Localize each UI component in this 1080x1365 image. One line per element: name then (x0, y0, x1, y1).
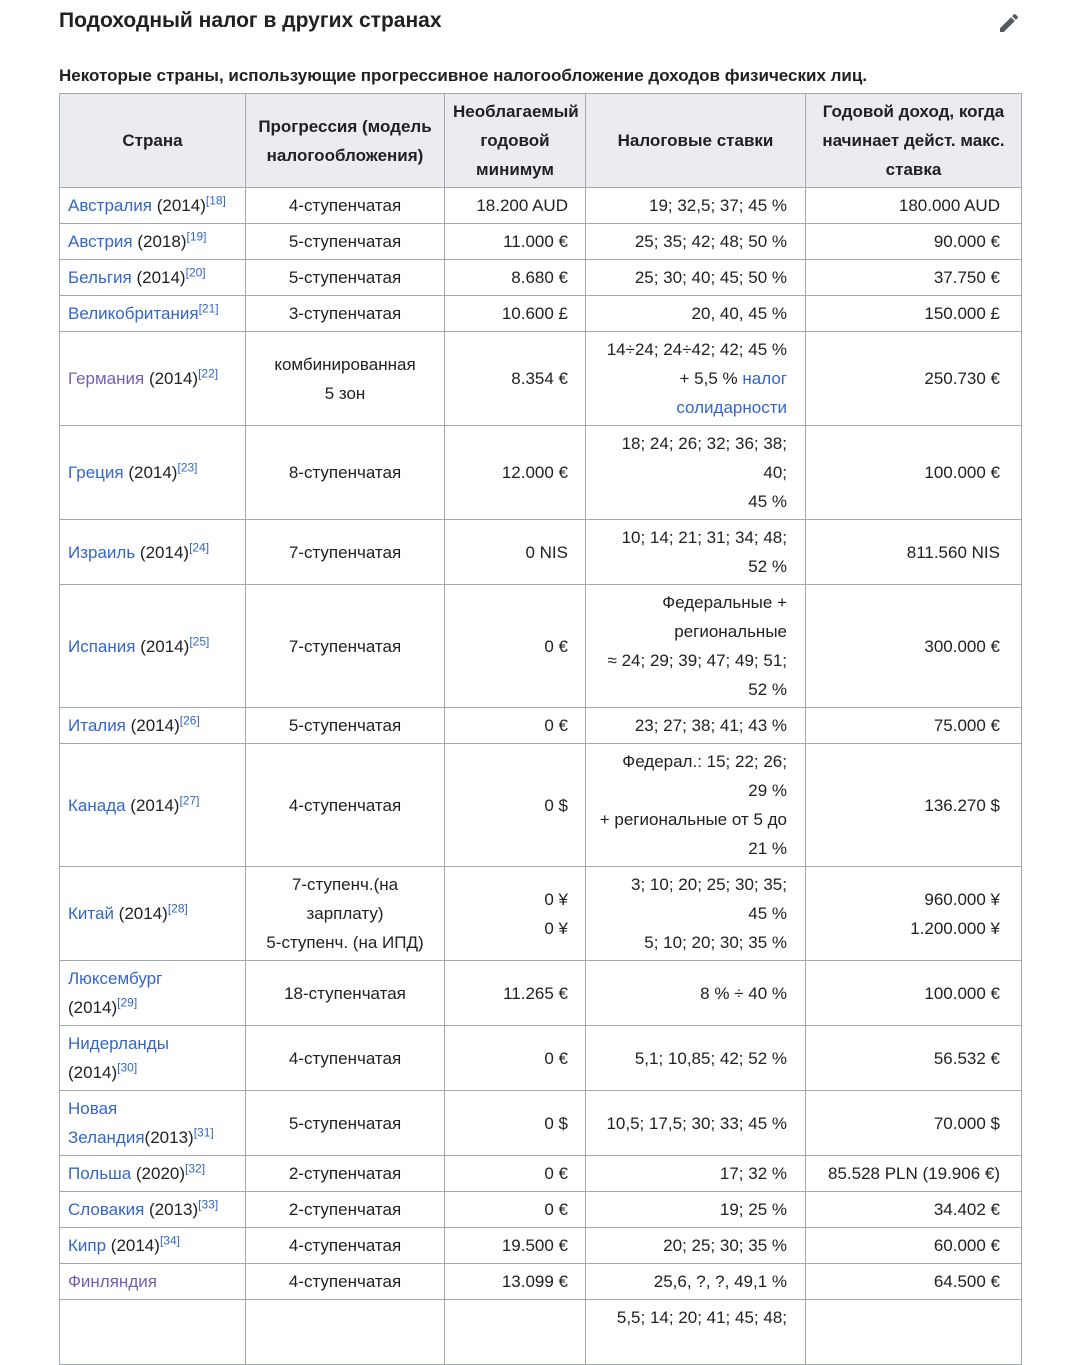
table-row (60, 1091, 1022, 1156)
cell-max-income-line: 136.270 $ (924, 795, 1000, 815)
cell-minimum-line: 0 ¥ (544, 889, 568, 909)
country-link[interactable]: Китай (68, 904, 114, 923)
cell-progression (246, 1156, 445, 1192)
country-year: (2018) (132, 232, 187, 251)
cell-rates-line: 10,5; 17,5; 30; 33; 45 % (606, 1113, 787, 1133)
cell-rates (586, 1156, 806, 1192)
cell-rates (586, 260, 806, 296)
cell-minimum (445, 1228, 586, 1264)
cell-rates-line: 19; 25 % (719, 1200, 787, 1219)
cell-minimum (445, 585, 586, 708)
cell-rates-line: 3; 10; 20; 25; 30; 35; (631, 875, 787, 894)
cell-progression (246, 867, 445, 961)
table-row (60, 744, 1022, 867)
cell-max-income (806, 961, 1022, 1026)
reference-link[interactable]: [21] (198, 301, 219, 316)
reference (179, 793, 199, 807)
country-year: (2020) (131, 1164, 186, 1183)
country-link[interactable]: Греция (68, 463, 124, 482)
cell-country (60, 1264, 246, 1300)
cell-country (60, 867, 246, 961)
cell-progression (246, 224, 445, 260)
cell-country (60, 224, 246, 260)
cell-rates (586, 744, 806, 867)
table-row (60, 867, 1022, 961)
header-country[interactable]: Страна (60, 94, 246, 188)
header-minimum[interactable]: Необлагаемый годовой минимум (445, 94, 586, 188)
table-row (60, 520, 1022, 585)
reference (180, 713, 200, 727)
cell-rates-line: + региональные от 5 до (599, 810, 787, 829)
country-link[interactable]: Польша (68, 1164, 132, 1183)
cell-progression-line: 4-ступенчатая (288, 196, 402, 215)
cell-minimum (445, 1156, 586, 1192)
cell-max-income-line: 1.200.000 ¥ (910, 918, 1000, 938)
country-link[interactable]: Канада (68, 795, 126, 815)
reference (177, 460, 197, 474)
cell-max-income (806, 1228, 1022, 1264)
cell-minimum-line: 0 € (544, 636, 568, 656)
country-link[interactable]: Германия (68, 369, 145, 388)
cell-rates-line: 45 % (748, 904, 787, 923)
cell-progression-line: 2-ступенчатая (288, 1164, 402, 1183)
cell-minimum (445, 1300, 586, 1365)
header-rates[interactable]: Налоговые ставки (586, 94, 806, 188)
reference-link[interactable]: [24] (189, 539, 210, 554)
cell-max-income (806, 332, 1022, 426)
cell-minimum (445, 1264, 586, 1300)
cell-progression-line: 2-ступенчатая (288, 1200, 402, 1219)
cell-progression-line: 4-ступенчатая (288, 1236, 402, 1255)
cell-rates-line: 52 % (748, 680, 787, 699)
header-max-income[interactable]: Годовой доход, когда начинает дейст. макс. ставка (806, 94, 1022, 188)
cell-minimum (445, 1192, 586, 1228)
table-row (60, 1156, 1022, 1192)
cell-rates-line: 14÷24; 24÷42; 42; 45 % (606, 340, 787, 359)
cell-rates (586, 1091, 806, 1156)
cell-rates-line: + 5,5 % налог (679, 369, 787, 388)
table-row (60, 296, 1022, 332)
cell-minimum (445, 260, 586, 296)
cell-minimum-line: 8.354 € (511, 369, 568, 388)
country-year: (2014) (68, 998, 118, 1017)
cell-minimum (445, 867, 586, 961)
cell-progression-line: зарплату) (306, 904, 384, 923)
cell-progression (246, 1228, 445, 1264)
cell-progression (246, 188, 445, 224)
cell-max-income-line: 60.000 € (933, 1236, 1000, 1255)
cell-rates-line: 18; 24; 26; 32; 36; 38; 40; (621, 434, 787, 482)
country-year: (2014) (106, 1236, 160, 1255)
cell-max-income (806, 867, 1022, 961)
table-row (60, 708, 1022, 744)
cell-country (60, 1300, 246, 1365)
cell-max-income-line: 37.750 € (933, 268, 1000, 287)
cell-rates (586, 708, 806, 744)
country-year: (2014) (125, 795, 180, 815)
cell-minimum (445, 426, 586, 520)
cell-max-income-line: 150.000 £ (924, 304, 1000, 323)
country-year: (2014) (152, 196, 206, 215)
cell-rates-line: 45 % (748, 492, 787, 511)
country-link[interactable]: Новая (68, 1099, 118, 1118)
cell-rates-line: 5,5; 14; 20; 41; 45; 48; (616, 1308, 787, 1327)
reference (185, 1161, 205, 1175)
cell-rates-line: Федерал.: 15; 22; 26; (622, 752, 787, 771)
cell-max-income (806, 224, 1022, 260)
cell-progression-line: 7-ступенчатая (288, 636, 402, 656)
cell-progression (246, 332, 445, 426)
reference (186, 265, 206, 279)
cell-minimum-line: 8.680 € (511, 268, 568, 287)
cell-minimum (445, 296, 586, 332)
cell-rates (586, 426, 806, 520)
cell-rates-line: 25; 30; 40; 45; 50 % (634, 268, 787, 287)
country-year: (2014) (135, 636, 190, 656)
cell-rates-line: 20, 40, 45 % (691, 304, 787, 323)
cell-minimum (445, 224, 586, 260)
cell-rates (586, 1300, 806, 1365)
reference-link[interactable]: [30] (117, 1060, 138, 1075)
cell-rates-line: 25; 35; 42; 48; 50 % (634, 232, 787, 251)
table-row (60, 585, 1022, 708)
table-row (60, 1264, 1022, 1300)
cell-minimum (445, 744, 586, 867)
cell-progression-line: комбинированная (274, 354, 416, 374)
cell-max-income (806, 426, 1022, 520)
cell-rates-line: 52 % (748, 557, 787, 576)
cell-minimum-line: 12.000 € (501, 463, 568, 482)
reference-link[interactable]: [29] (117, 995, 138, 1010)
cell-progression-line (254, 1318, 436, 1347)
table-row (60, 1026, 1022, 1091)
cell-max-income (806, 1156, 1022, 1192)
reference (198, 1197, 218, 1211)
country-link-part[interactable]: Зеландия (68, 1128, 145, 1147)
cell-max-income-line: 90.000 € (933, 232, 1000, 251)
table-row (60, 1192, 1022, 1228)
cell-country (60, 708, 246, 744)
country-link[interactable]: Австрия (68, 232, 133, 251)
cell-minimum-line: 0 € (544, 1048, 568, 1068)
cell-country (60, 332, 246, 426)
cell-max-income (806, 708, 1022, 744)
reference-link[interactable]: [20] (185, 265, 206, 280)
reference-link[interactable]: [26] (179, 713, 200, 728)
cell-max-income-line: 250.730 € (924, 369, 1000, 388)
pencil-icon[interactable] (997, 11, 1021, 35)
cell-max-income (806, 1300, 1022, 1365)
country-link[interactable]: Израиль (68, 542, 136, 562)
cell-progression (246, 1091, 445, 1156)
country-link[interactable]: Италия (68, 716, 126, 735)
cell-progression (246, 296, 445, 332)
reference (117, 995, 137, 1009)
cell-minimum-line: 0 € (544, 1200, 568, 1219)
cell-max-income (806, 188, 1022, 224)
cell-progression-line: 5-ступенчатая (288, 1113, 402, 1133)
cell-rates (586, 961, 806, 1026)
cell-country (60, 1192, 246, 1228)
section-title: Подоходный налог в других странах (59, 9, 442, 32)
country-year: (2013) (144, 1128, 194, 1147)
cell-max-income-line: 75.000 € (933, 716, 1000, 735)
cell-minimum (445, 332, 586, 426)
reference-link[interactable]: [27] (179, 792, 200, 807)
cell-rates-line: 19; 32,5; 37; 45 % (649, 196, 787, 215)
cell-minimum-line: 19.500 € (501, 1236, 568, 1255)
cell-country (60, 961, 246, 1026)
cell-progression-line: 3-ступенчатая (288, 304, 402, 323)
cell-progression (246, 1300, 445, 1365)
cell-minimum (445, 708, 586, 744)
reference (206, 193, 226, 207)
cell-minimum-line: 18.200 AUD (476, 196, 568, 215)
country-year: (2014) (135, 542, 190, 562)
cell-rates (586, 867, 806, 961)
reference-link[interactable]: [34] (159, 1233, 180, 1248)
reference (198, 366, 218, 380)
cell-rates (586, 1264, 806, 1300)
table-row (60, 260, 1022, 296)
country-link[interactable]: Люксембург (68, 969, 163, 988)
cell-rates-line (594, 1332, 787, 1361)
cell-progression-line: 7-ступенч.(на (291, 875, 399, 894)
cell-rates-line: Федеральные + (662, 593, 787, 612)
reference-link[interactable]: [28] (167, 901, 188, 916)
cell-max-income-line: 100.000 € (924, 983, 1000, 1003)
cell-minimum-line: 0 $ (544, 795, 568, 815)
country-link[interactable]: Словакия (68, 1200, 145, 1219)
reference (187, 229, 207, 243)
cell-progression-line: 7-ступенчатая (288, 542, 402, 562)
cell-max-income-line: 180.000 AUD (898, 196, 1000, 215)
cell-country (60, 188, 246, 224)
cell-minimum-line: 11.265 € (503, 983, 568, 1003)
cell-max-income (806, 1192, 1022, 1228)
cell-progression (246, 1264, 445, 1300)
reference (160, 1233, 180, 1247)
tax-table (59, 93, 1022, 1365)
cell-country (60, 260, 246, 296)
cell-max-income-line: 100.000 € (924, 463, 1000, 482)
header-progression[interactable]: Прогрессия (модель налогообложения) (246, 94, 445, 188)
cell-progression-line: 4-ступенчатая (288, 1048, 402, 1068)
reference-link[interactable]: [18] (205, 193, 226, 208)
cell-rates-line (594, 393, 787, 422)
cell-progression-line: 5-ступенчатая (288, 716, 402, 735)
country-link[interactable]: Великобритания (68, 304, 199, 323)
cell-max-income-line: 56.532 € (933, 1048, 1000, 1068)
reference-link[interactable]: [31] (193, 1125, 214, 1140)
table-body (60, 188, 1022, 1365)
table-row (60, 1228, 1022, 1264)
cell-country (60, 1156, 246, 1192)
cell-rates-line: 23; 27; 38; 41; 43 % (634, 716, 787, 735)
cell-country (60, 1026, 246, 1091)
cell-country (60, 1091, 246, 1156)
reference-link[interactable]: [32] (185, 1161, 206, 1176)
cell-max-income-line: 70.000 $ (933, 1113, 1000, 1133)
cell-rates-line: региональные (674, 622, 787, 641)
cell-max-income (806, 520, 1022, 585)
cell-max-income-line: 85.528 PLN (19.906 €) (827, 1164, 1000, 1183)
cell-rates-line: 10; 14; 21; 31; 34; 48; (621, 528, 787, 547)
cell-rates-line: 17; 32 % (719, 1164, 787, 1183)
cell-rates (586, 1026, 806, 1091)
cell-rates-line: 29 % (748, 781, 787, 800)
cell-country (60, 585, 246, 708)
cell-rates (586, 224, 806, 260)
table-row (60, 332, 1022, 426)
cell-progression-line: 5 зон (324, 383, 366, 403)
cell-rates-line: ≈ 24; 29; 39; 47; 49; 51; (607, 651, 787, 670)
cell-max-income-line (814, 1318, 1000, 1347)
cell-rates-line: 8 % ÷ 40 % (700, 983, 787, 1003)
country-year: (2014) (123, 463, 178, 482)
cell-progression (246, 426, 445, 520)
reference (199, 301, 219, 315)
cell-progression-line: 4-ступенчатая (288, 795, 402, 815)
cell-country (60, 296, 246, 332)
cell-minimum-line (453, 1318, 568, 1347)
reference-link[interactable]: [33] (198, 1197, 219, 1212)
cell-minimum (445, 1091, 586, 1156)
cell-rates (586, 332, 806, 426)
table-row (60, 426, 1022, 520)
section-header (59, 6, 1021, 40)
cell-max-income-line: 64.500 € (933, 1272, 1000, 1291)
cell-minimum-line: 11.000 € (503, 232, 568, 251)
cell-progression-line: 4-ступенчатая (288, 1272, 402, 1291)
cell-rates-line: 20; 25; 30; 35 % (663, 1236, 787, 1255)
cell-minimum-line: 0 ¥ (544, 918, 568, 938)
country-link[interactable]: Австралия (68, 196, 152, 215)
country-link[interactable]: Испания (68, 636, 136, 656)
cell-max-income (806, 296, 1022, 332)
cell-minimum-line: 10.600 £ (501, 304, 568, 323)
cell-rates (586, 585, 806, 708)
cell-max-income-line: 960.000 ¥ (924, 889, 1000, 909)
cell-country (60, 426, 246, 520)
cell-minimum-line: 0 $ (544, 1113, 568, 1133)
cell-minimum (445, 961, 586, 1026)
reference (117, 1060, 137, 1074)
cell-country (60, 1228, 246, 1264)
table-caption: Некоторые страны, использующие прогрессивное налогообложение доходов физических лиц. (59, 66, 868, 85)
cell-progression (246, 520, 445, 585)
country-year: (2013) (144, 1200, 199, 1219)
cell-progression (246, 1026, 445, 1091)
country-link[interactable]: Кипр (68, 1236, 107, 1255)
cell-max-income (806, 744, 1022, 867)
cell-minimum-line: 0 NIS (525, 542, 568, 562)
cell-progression-line: 5-ступенчатая (288, 268, 402, 287)
cell-progression (246, 744, 445, 867)
cell-progression (246, 961, 445, 1026)
cell-progression (246, 1192, 445, 1228)
cell-progression-line: 5-ступенч. (на ИПД) (266, 933, 424, 952)
country-year: (2014) (131, 268, 186, 287)
cell-minimum-line: 0 € (544, 716, 568, 735)
solidarity-tax-link[interactable]: налог (742, 369, 787, 388)
cell-rates (586, 1228, 806, 1264)
country-link[interactable]: Нидерланды (68, 1034, 169, 1053)
solidarity-tax-link[interactable]: солидарности (676, 398, 787, 417)
country-year: (2014) (68, 1063, 118, 1082)
cell-rates-line: 25,6, ?, ?, 49,1 % (653, 1272, 787, 1291)
reference-link[interactable]: [25] (189, 633, 210, 648)
cell-progression-line: 5-ступенчатая (288, 232, 402, 251)
table-row (60, 224, 1022, 260)
reference-link[interactable]: [22] (198, 366, 219, 381)
cell-minimum (445, 520, 586, 585)
cell-rates (586, 188, 806, 224)
cell-max-income-line: 34.402 € (933, 1200, 1000, 1219)
country-link[interactable]: Бельгия (68, 268, 132, 287)
table-row (60, 961, 1022, 1026)
reference (168, 901, 188, 915)
cell-rates (586, 296, 806, 332)
cell-rates (586, 520, 806, 585)
cell-country (60, 520, 246, 585)
cell-rates (586, 1192, 806, 1228)
reference (189, 634, 209, 648)
cell-max-income (806, 1026, 1022, 1091)
table-row (60, 1300, 1022, 1365)
reference-link[interactable]: [19] (186, 229, 207, 244)
reference-link[interactable]: [23] (177, 460, 198, 475)
cell-max-income (806, 1091, 1022, 1156)
cell-minimum (445, 1026, 586, 1091)
cell-progression-line: 8-ступенчатая (288, 463, 402, 482)
cell-rates-line: 5,1; 10,85; 42; 52 % (634, 1048, 787, 1068)
reference (189, 540, 209, 554)
cell-max-income (806, 260, 1022, 296)
cell-progression (246, 260, 445, 296)
cell-progression (246, 585, 445, 708)
cell-rates-line: 5; 10; 20; 30; 35 % (644, 933, 787, 952)
cell-progression (246, 708, 445, 744)
table-header-row (60, 94, 1022, 188)
country-year: (2014) (125, 716, 180, 735)
cell-max-income-line: 811.560 NIS (906, 542, 1000, 562)
tax-table-container (59, 93, 1022, 1327)
cell-progression-line: 18-ступенчатая (284, 983, 406, 1003)
cell-max-income-line: 300.000 € (924, 636, 1000, 656)
table-row (60, 188, 1022, 224)
cell-rates-line: 21 % (748, 839, 787, 858)
reference (194, 1125, 214, 1139)
country-year: (2014) (144, 369, 199, 388)
cell-max-income (806, 585, 1022, 708)
cell-country (60, 744, 246, 867)
cell-max-income (806, 1264, 1022, 1300)
cell-minimum (445, 188, 586, 224)
country-link[interactable]: Финляндия (68, 1272, 157, 1291)
cell-minimum-line: 0 € (544, 1164, 568, 1183)
cell-minimum-line: 13.099 € (501, 1272, 568, 1291)
country-year: (2014) (113, 904, 168, 923)
